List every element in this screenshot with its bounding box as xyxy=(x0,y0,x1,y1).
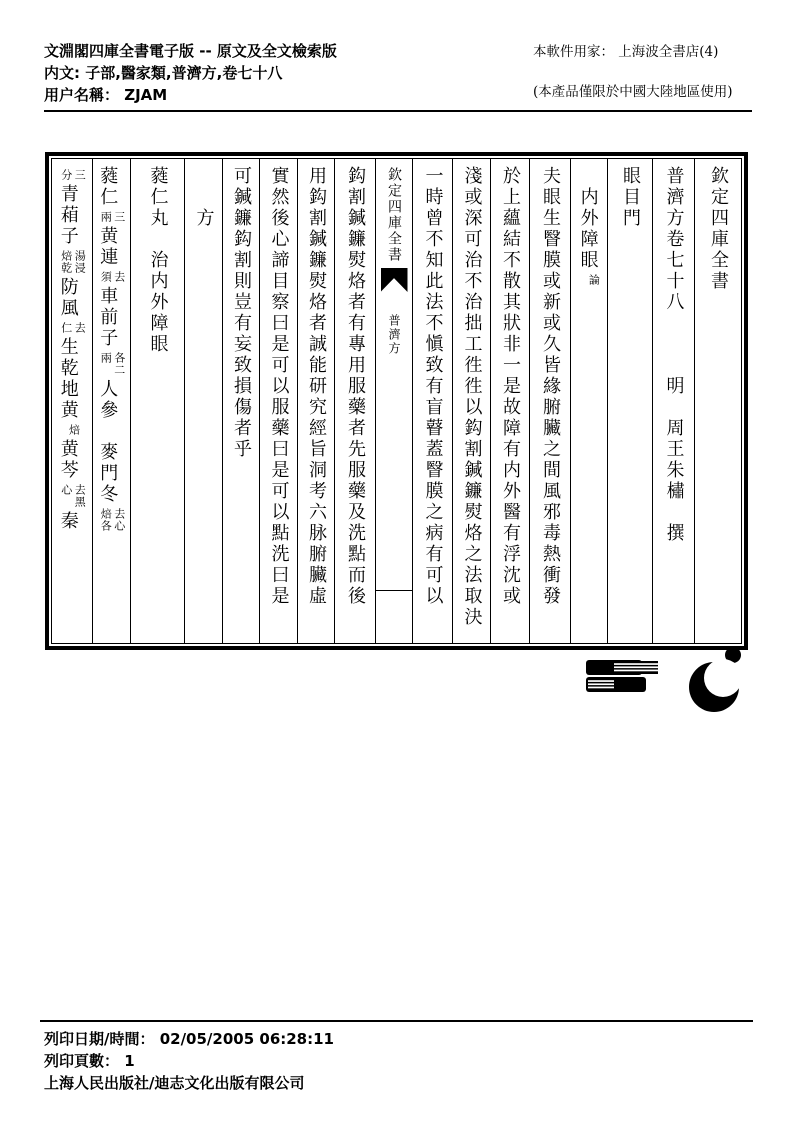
text-run: 欽定四庫全書 xyxy=(708,166,729,292)
column-text-8 xyxy=(223,159,260,643)
column-topic xyxy=(571,159,608,643)
text-run: 方 xyxy=(193,166,215,229)
annotation-right-column: 各二 xyxy=(112,352,126,376)
text-run: 黄連 xyxy=(97,226,119,268)
small-annotation xyxy=(100,508,125,532)
text-run: 蕤仁 xyxy=(97,166,119,208)
header-left xyxy=(44,40,337,106)
small-annotation xyxy=(66,424,80,436)
licensee-line: 本軟件用家： 上海波全書店(4) xyxy=(533,44,719,60)
restriction-line: (本產品僅限於中國大陸地區使用) xyxy=(533,84,733,100)
annotation-left-column: 兩 xyxy=(99,211,113,223)
annotation-right-column: 焙 xyxy=(67,424,81,436)
column-text-3 xyxy=(453,159,491,643)
annotation-left-column: 兩 xyxy=(99,352,113,364)
calligraphic-swirl-icon xyxy=(686,646,748,714)
text-run: 生乾地黄 xyxy=(57,337,79,421)
footer xyxy=(44,1028,334,1094)
text-run: 一時曾不知此法不愼致有盲瞽蓋瞖膜之病有可以 xyxy=(422,166,444,607)
annotation-left-column: 分 xyxy=(59,169,73,181)
text-run: 可鍼鐮鈎割則豈有妄致損傷者乎 xyxy=(231,166,252,460)
small-annotation xyxy=(100,211,125,223)
small-annotation xyxy=(586,274,600,286)
column-volume-title xyxy=(653,159,695,643)
text-run: 防風 xyxy=(57,277,79,319)
header-divider xyxy=(44,110,752,112)
book-columns xyxy=(52,159,741,643)
footer-divider xyxy=(40,1020,753,1022)
column-text-5 xyxy=(335,159,376,643)
column-text-1 xyxy=(530,159,571,643)
fold-book-label: 普濟方 xyxy=(387,314,401,356)
column-text-6 xyxy=(298,159,335,643)
publisher-line: 上海人民出版社/迪志文化出版有限公司 xyxy=(44,1074,305,1092)
annotation-right-column: 三 xyxy=(112,211,126,223)
user-name: 用户名稱： ZJAM xyxy=(44,86,168,104)
annotation-right-column: 去 xyxy=(73,322,87,334)
annotation-left-column: 焙乾 xyxy=(59,250,73,274)
column-recipe-title xyxy=(131,159,185,643)
annotation-left-column: 心 xyxy=(59,484,73,496)
text-run: 普濟方卷七十八 明 周王朱橚 撰 xyxy=(663,166,685,544)
small-annotation xyxy=(60,169,85,181)
annotation-left-column: 仁 xyxy=(59,322,73,334)
text-run: 内外障眼 xyxy=(577,166,599,271)
text-run: 秦 xyxy=(57,511,79,532)
small-annotation xyxy=(60,322,85,334)
fishtail-mark-icon xyxy=(381,268,408,292)
column-ingredients-1 xyxy=(93,159,131,643)
annotation-right-column: 去 xyxy=(112,271,126,283)
text-run: 用鈎割鍼鐮熨烙者誠能研究經旨洞考六脉腑臟虛 xyxy=(306,166,327,607)
fold-column xyxy=(376,159,413,643)
column-text-2 xyxy=(491,159,530,643)
app-title: 文淵閣四庫全書電子版 -- 原文及全文檢索版 xyxy=(44,42,337,60)
print-page-count: 列印頁數： 1 xyxy=(44,1052,135,1070)
column-banner xyxy=(695,159,741,643)
text-run: 於上蘊結不散其狀非一是故障有内外醫有浮沈或 xyxy=(500,166,521,607)
text-run: 實然後心諦目察曰是可以服藥曰是可以點洗曰是 xyxy=(268,166,290,607)
text-run: 青葙子 xyxy=(57,184,79,247)
annotation-right-column: 去心 xyxy=(112,508,126,532)
annotation-left-column: 須 xyxy=(99,271,113,283)
small-annotation xyxy=(60,484,85,508)
small-annotation xyxy=(100,352,125,376)
annotation-right-column: 湯浸 xyxy=(73,250,87,274)
text-run: 鈎割鍼鐮熨烙者有專用服藥者先服藥及洗點而後 xyxy=(345,166,366,607)
header-right xyxy=(533,44,753,100)
column-text-7 xyxy=(260,159,298,643)
fold-banner-text: 欽定四庫全書 xyxy=(386,167,402,263)
annotation-right-column: 論 xyxy=(587,274,601,286)
text-run: 蕤仁丸 治内外障眼 xyxy=(147,166,169,355)
text-run: 人參 麥門冬 xyxy=(97,379,119,505)
book-page-inner-border xyxy=(51,158,742,644)
text-run: 眼目門 xyxy=(620,166,641,229)
column-fang xyxy=(185,159,223,643)
content-path: 内文: 子部,醫家類,普濟方,卷七十八 xyxy=(44,64,283,82)
annotation-right-column: 三 xyxy=(73,169,87,181)
text-run: 夫眼生瞖膜或新或久皆緣腑臟之間風邪毒熱衝發 xyxy=(540,166,561,607)
column-ingredients-2 xyxy=(52,159,93,643)
small-annotation xyxy=(100,271,125,283)
stacked-books-icon xyxy=(578,656,662,702)
annotation-right-column: 去黑 xyxy=(73,484,87,508)
print-datetime: 列印日期/時間： 02/05/2005 06:28:11 xyxy=(44,1030,334,1048)
book-page-frame xyxy=(45,152,748,650)
annotation-left-column: 焙各 xyxy=(99,508,113,532)
text-run: 黄芩 xyxy=(57,439,79,481)
text-run: 車前子 xyxy=(97,286,119,349)
fold-rule xyxy=(376,590,412,591)
column-text-4 xyxy=(413,159,453,643)
small-annotation xyxy=(60,250,85,274)
text-run: 淺或深可治不治拙工徃徃以鈎割鍼鐮熨烙之法取決 xyxy=(461,166,483,628)
column-section xyxy=(608,159,653,643)
